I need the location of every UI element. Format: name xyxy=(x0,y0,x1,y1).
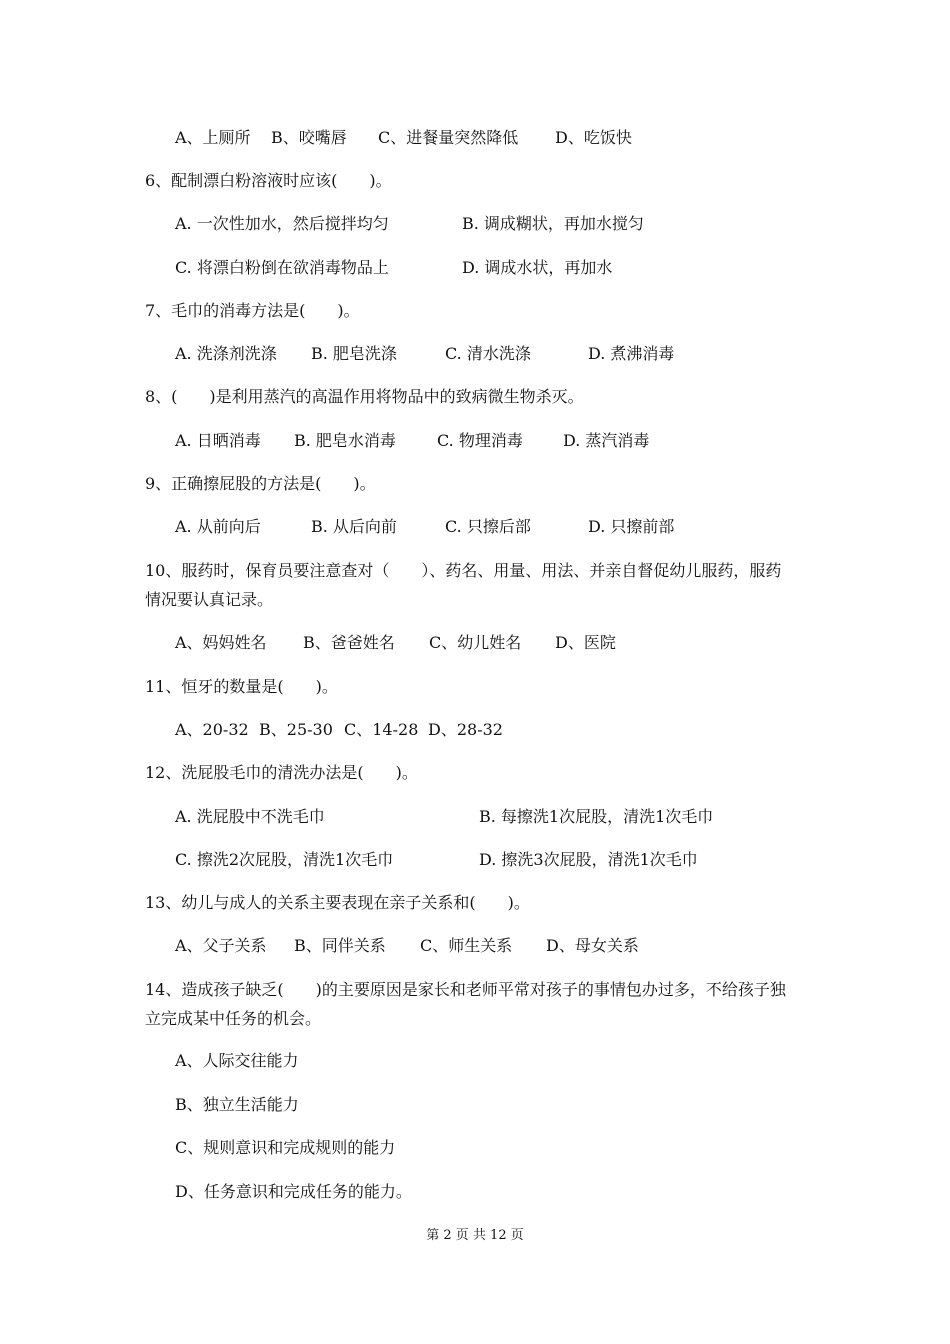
q9-stem: 9、正确擦屁股的方法是( )。 xyxy=(145,474,376,493)
q14-option-d: D、任务意识和完成任务的能力。 xyxy=(175,1182,412,1201)
q12-option-a: A. 洗屁股中不洗毛巾 xyxy=(175,807,325,826)
q7-stem: 7、毛巾的消毒方法是( )。 xyxy=(145,301,360,320)
q14-stem-line2: 立完成某中任务的机会。 xyxy=(145,1009,322,1028)
q6-option-d: D. 调成水状，再加水 xyxy=(462,258,613,277)
q8-stem: 8、( )是利用蒸汽的高温作用将物品中的致病微生物杀灭。 xyxy=(145,387,584,406)
q14-option-a: A、人际交往能力 xyxy=(175,1051,299,1070)
q8-option-c: C. 物理消毒 xyxy=(437,431,523,450)
q11-option-c: C、14-28 xyxy=(344,720,419,739)
q7-option-a: A. 洗涤剂洗涤 xyxy=(175,344,277,363)
q14-option-b: B、独立生活能力 xyxy=(175,1095,299,1114)
q13-option-a: A、父子关系 xyxy=(175,936,267,955)
q5-option-a: A、上厕所 xyxy=(175,128,251,147)
q14-option-c: C、规则意识和完成规则的能力 xyxy=(175,1138,396,1157)
q7-option-b: B. 肥皂洗涤 xyxy=(311,344,397,363)
q9-option-d: D. 只擦前部 xyxy=(588,517,675,536)
q11-option-b: B、25-30 xyxy=(259,720,333,739)
q12-option-b: B. 每擦洗1次屁股，清洗1次毛巾 xyxy=(479,807,714,826)
q11-option-a: A、20-32 xyxy=(175,720,249,739)
q13-option-d: D、母女关系 xyxy=(546,936,639,955)
q9-option-a: A. 从前向后 xyxy=(175,517,261,536)
q6-option-a: A. 一次性加水，然后搅拌均匀 xyxy=(175,214,389,233)
q10-option-c: C、幼儿姓名 xyxy=(429,633,522,652)
q10-stem-line1: 10、服药时，保育员要注意查对（ ）、药名、用量、用法、并亲自督促幼儿服药，服药 xyxy=(145,561,782,580)
q13-stem: 13、幼儿与成人的关系主要表现在亲子关系和( )。 xyxy=(145,893,530,912)
q5-option-d: D、吃饭快 xyxy=(555,128,632,147)
q7-option-c: C. 清水洗涤 xyxy=(445,344,531,363)
q9-option-b: B. 从后向前 xyxy=(311,517,397,536)
q6-option-c: C. 将漂白粉倒在欲消毒物品上 xyxy=(175,258,389,277)
q11-option-d: D、28-32 xyxy=(428,720,503,739)
q12-stem: 12、洗屁股毛巾的清洗办法是( )。 xyxy=(145,763,418,782)
q6-stem: 6、配制漂白粉溶液时应该( )。 xyxy=(145,171,392,190)
q12-option-c: C. 擦洗2次屁股，清洗1次毛巾 xyxy=(175,850,394,869)
page-footer: 第 2 页 共 12 页 xyxy=(426,1228,524,1243)
q14-stem-line1: 14、造成孩子缺乏( )的主要原因是家长和老师平常对孩子的事情包办过多，不给孩子独 xyxy=(145,980,786,999)
q5-option-c: C、进餐量突然降低 xyxy=(378,128,519,147)
q7-option-d: D. 煮沸消毒 xyxy=(588,344,675,363)
q10-option-b: B、爸爸姓名 xyxy=(303,633,395,652)
q10-option-d: D、医院 xyxy=(555,633,616,652)
q5-option-b: B、咬嘴唇 xyxy=(271,128,347,147)
q13-option-c: C、师生关系 xyxy=(420,936,513,955)
q10-option-a: A、妈妈姓名 xyxy=(175,633,267,652)
q6-option-b: B. 调成糊状，再加水搅匀 xyxy=(462,214,644,233)
q8-option-b: B. 肥皂水消毒 xyxy=(294,431,396,450)
q12-option-d: D. 擦洗3次屁股，清洗1次毛巾 xyxy=(479,850,698,869)
q13-option-b: B、同伴关系 xyxy=(294,936,386,955)
q8-option-a: A. 日晒消毒 xyxy=(175,431,261,450)
q8-option-d: D. 蒸汽消毒 xyxy=(563,431,650,450)
q11-stem: 11、恒牙的数量是( )。 xyxy=(145,677,338,696)
q9-option-c: C. 只擦后部 xyxy=(445,517,531,536)
q10-stem-line2: 情况要认真记录。 xyxy=(145,590,274,609)
